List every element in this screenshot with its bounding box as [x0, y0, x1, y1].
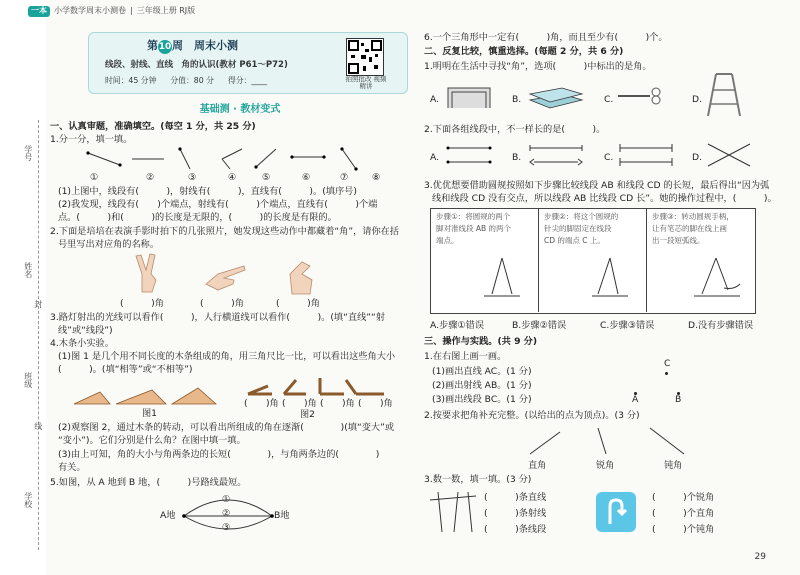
q1-part-2a: (2)我发现，线段有( )个端点，射线有( )个端点，直线有( )个端 — [58, 199, 378, 210]
count-lines: ( )条直线 — [484, 492, 547, 503]
fig2-answer-4: ( )角 — [358, 398, 393, 409]
point-c — [665, 372, 668, 375]
week-number-badge: 10 — [158, 42, 172, 52]
point-c-label: C — [664, 358, 671, 369]
q1-part-1: (1)上图中，线段有( )，射线有( )，直线有( )。(填序号) — [58, 186, 357, 197]
question-1: 1.分一分，填一填。 — [50, 134, 133, 145]
question-4: 4.木条小实验。 — [50, 338, 114, 349]
point-b-label-2: B — [675, 394, 682, 405]
lines-label-1: ① — [90, 172, 99, 183]
count-segments: ( )条线段 — [484, 524, 547, 535]
lines-label-8: ⑧ — [372, 172, 381, 183]
angle-starters — [520, 424, 720, 458]
hand-photo-1 — [128, 252, 168, 294]
figure-2-label: 图2 — [300, 409, 316, 420]
question-2a: 2.下面是培培在表演手影时拍下的几张照片，她发现这些动作中都藏着“角”，请你在括 — [50, 226, 400, 237]
q1-part-2b: 点。( )和( )的长度是无限的，( )的长度是有限的。 — [58, 212, 337, 223]
lines-label-2: ② — [146, 172, 155, 183]
route-2-label: ② — [222, 508, 231, 519]
section-band: 基础测 · 教材变式 — [199, 104, 281, 115]
lines-label-4: ④ — [228, 172, 237, 183]
count-acute: ( )个锐角 — [652, 492, 715, 503]
practice-1-1: (1)画出直线 AC。(1 分) — [432, 366, 532, 377]
route-3-label: ③ — [222, 522, 231, 533]
practice-2: 2.按要求把角补充完整。(以给出的点为顶点)。(3 分) — [424, 410, 640, 421]
choice-question-2: 2.下面各组线段中，不一样长的是( )。 — [424, 124, 606, 135]
step-1-line-1: 步骤①：将圆规的两个 — [436, 212, 511, 221]
brand-logo: 一本 — [28, 6, 50, 17]
angle-label-right: 直角 — [528, 460, 547, 471]
option-c: C. — [604, 94, 614, 105]
count-rays: ( )条射线 — [484, 508, 547, 519]
question-3b: 线”或“线段”) — [58, 325, 113, 336]
step-1-line-2: 脚对准线段 AB 的两个 — [436, 224, 512, 233]
book-header: 一本 小学数学周末小测卷 | 三年级上册 RJ版 — [28, 6, 195, 17]
step-3-line-2: 让有笔芯的脚在线上画 — [652, 224, 727, 233]
practice-1-3: (3)画出线段 BC。(1 分) — [432, 394, 532, 405]
hand-photo-2 — [200, 256, 250, 294]
option-c2-lines — [616, 140, 676, 170]
q4-part-3a: (3)由上可知，角的大小与角两条边的长短( )，与角两条边的( ) — [58, 449, 380, 460]
step-2-line-2: 针尖的脚固定在线段 — [544, 224, 612, 233]
figure-1-label: 图1 — [142, 408, 158, 419]
cut-line — [38, 120, 39, 550]
option-d2-lines — [704, 140, 754, 170]
count-right: ( )个直角 — [652, 508, 715, 519]
lines-label-3: ③ — [188, 172, 197, 183]
qr-code — [346, 38, 384, 76]
point-b-label: B地 — [274, 510, 290, 521]
binding-margin — [0, 0, 46, 575]
test-meta — [105, 76, 267, 87]
choice-question-1: 1.明明在生活中寻找“角”，选项( )中标出的是角。 — [424, 61, 652, 72]
compass-step-3 — [690, 254, 744, 304]
q2-answer-3: ( )角 — [276, 298, 320, 309]
choice-3-a: A.步骤①错误 — [430, 320, 485, 331]
choice-question-3b: 线和线段 CD 没有交点，所以线段 AB 比线段 CD 长”。她的操作过程中，( )。 — [432, 193, 777, 204]
angle-label-acute: 锐角 — [596, 460, 615, 471]
q4-part-3b: 有关。 — [58, 462, 86, 473]
q4-part-2a: (2)观察图 2，通过木条的转动，可以看出所组成的角在逐渐( )(填“变大”或 — [58, 422, 395, 433]
lines-label-5: ⑤ — [262, 172, 271, 183]
option-c-picture — [616, 86, 668, 106]
margin-school: 学校 — [23, 492, 33, 508]
q4-part-2b: “变小”)。它们分别是什么角？在图中填一填。 — [58, 435, 246, 446]
margin-seal: 封 — [33, 300, 43, 308]
route-1-label: ① — [222, 494, 231, 505]
step-1-line-3: 端点。 — [436, 236, 459, 245]
book-name: 小学数学周末小测卷 — [54, 6, 126, 15]
option-a2-lines — [444, 140, 494, 170]
option-d-picture — [704, 72, 744, 118]
count-obtuse: ( )个钝角 — [652, 524, 715, 535]
got-score: 得分：____ — [227, 76, 267, 85]
option-b2-lines — [526, 140, 586, 170]
page-subtitle: 线段、射线、直线 角的认识(教材 P61～P72) — [105, 60, 288, 70]
grade-label: 三年级上册 RJ版 — [136, 6, 196, 15]
angle-label-obtuse: 钝角 — [664, 460, 683, 471]
margin-student-no: 学号 — [23, 145, 33, 161]
option-b: B. — [512, 94, 522, 105]
page-title: 第10周 周末小测 — [147, 39, 238, 52]
practice-1: 1.在右图上画一画。 — [424, 351, 507, 362]
score-info: 分值：80 分 — [170, 76, 214, 85]
question-5: 5.如图，从 A 地到 B 地，( )号路线最短。 — [50, 477, 247, 488]
section-2-heading: 二、反复比较，慎重选择。(每题 2 分，共 6 分) — [424, 46, 624, 57]
option-b-2: B. — [512, 152, 522, 163]
qr-caption: 拍照批改 视频精讲 — [345, 75, 387, 91]
option-a-2: A. — [430, 152, 440, 163]
margin-class: 班级 — [23, 372, 33, 388]
choice-3-c: C.步骤③错误 — [600, 320, 655, 331]
question-2b: 号里写出对应角的名称。 — [58, 239, 160, 250]
point-a-label-2: A — [632, 394, 639, 405]
page-number: 29 — [754, 551, 766, 562]
fig2-answer-3: ( )角 — [320, 398, 355, 409]
fig2-answer-1: ( )角 — [244, 398, 279, 409]
q2-answer-1: ( )角 — [120, 298, 164, 309]
step-2-line-1: 步骤②：将这个圆规的 — [544, 212, 619, 221]
step-3-line-1: 步骤③：转动圆规手柄， — [652, 212, 734, 221]
figure-2-angles — [244, 376, 394, 398]
fig2-answer-2: ( )角 — [282, 398, 317, 409]
option-a-picture — [444, 80, 494, 112]
question-3a: 3.路灯射出的光线可以看作( )，人行横道线可以看作( )。(填“直线”“射 — [50, 312, 385, 323]
choice-question-3a: 3.优优想要借助圆规按照如下步骤比较线段 AB 和线段 CD 的长短，最后得出“因为弧 — [424, 180, 770, 191]
choice-3-d: D.没有步骤错误 — [688, 320, 754, 331]
option-d: D. — [692, 94, 702, 105]
option-b-picture — [526, 80, 586, 112]
point-a-label: A地 — [160, 510, 176, 521]
option-d-2: D. — [692, 152, 702, 163]
time-info: 时间：45 分钟 — [105, 76, 157, 85]
road-sign-icon — [596, 492, 636, 532]
margin-name: 姓名 — [23, 262, 33, 278]
figure-1-angles — [70, 380, 220, 410]
compass-step-2 — [588, 254, 632, 304]
step-3-line-3: 出一段短弧线。 — [652, 236, 705, 245]
lines-label-6: ⑥ — [302, 172, 311, 183]
option-a: A. — [430, 94, 440, 105]
lines-label-7: ⑦ — [340, 172, 349, 183]
step-2-line-3: CD 的端点 C 上。 — [544, 236, 605, 245]
practice-1-2: (2)画出射线 AB。(1 分) — [432, 380, 532, 391]
hand-photo-3 — [282, 254, 322, 296]
section-1-heading: 一、认真审题，准确填空。(每空 1 分，共 25 分) — [50, 121, 256, 132]
option-c-2: C. — [604, 152, 614, 163]
practice-3: 3.数一数，填一填。(3 分) — [424, 474, 532, 485]
q4-part-1a: (1)图 1 是几个用不同长度的木条组成的角，用三角尺比一比，可以看出这些角大小 — [58, 351, 396, 362]
choice-3-b: B.步骤②错误 — [512, 320, 567, 331]
q4-part-1b: ( )。(填“相等”或“不相等”) — [58, 364, 193, 375]
count-lines-figure — [428, 490, 478, 534]
section-3-heading: 三、操作与实践。(共 9 分) — [424, 336, 538, 347]
q2-answer-2: ( )角 — [200, 298, 244, 309]
margin-line-mark: 线 — [33, 422, 43, 430]
compass-step-1 — [480, 254, 524, 304]
question-6: 6.一个三角形中一定有( )角，而且至少有( )个。 — [424, 32, 668, 43]
